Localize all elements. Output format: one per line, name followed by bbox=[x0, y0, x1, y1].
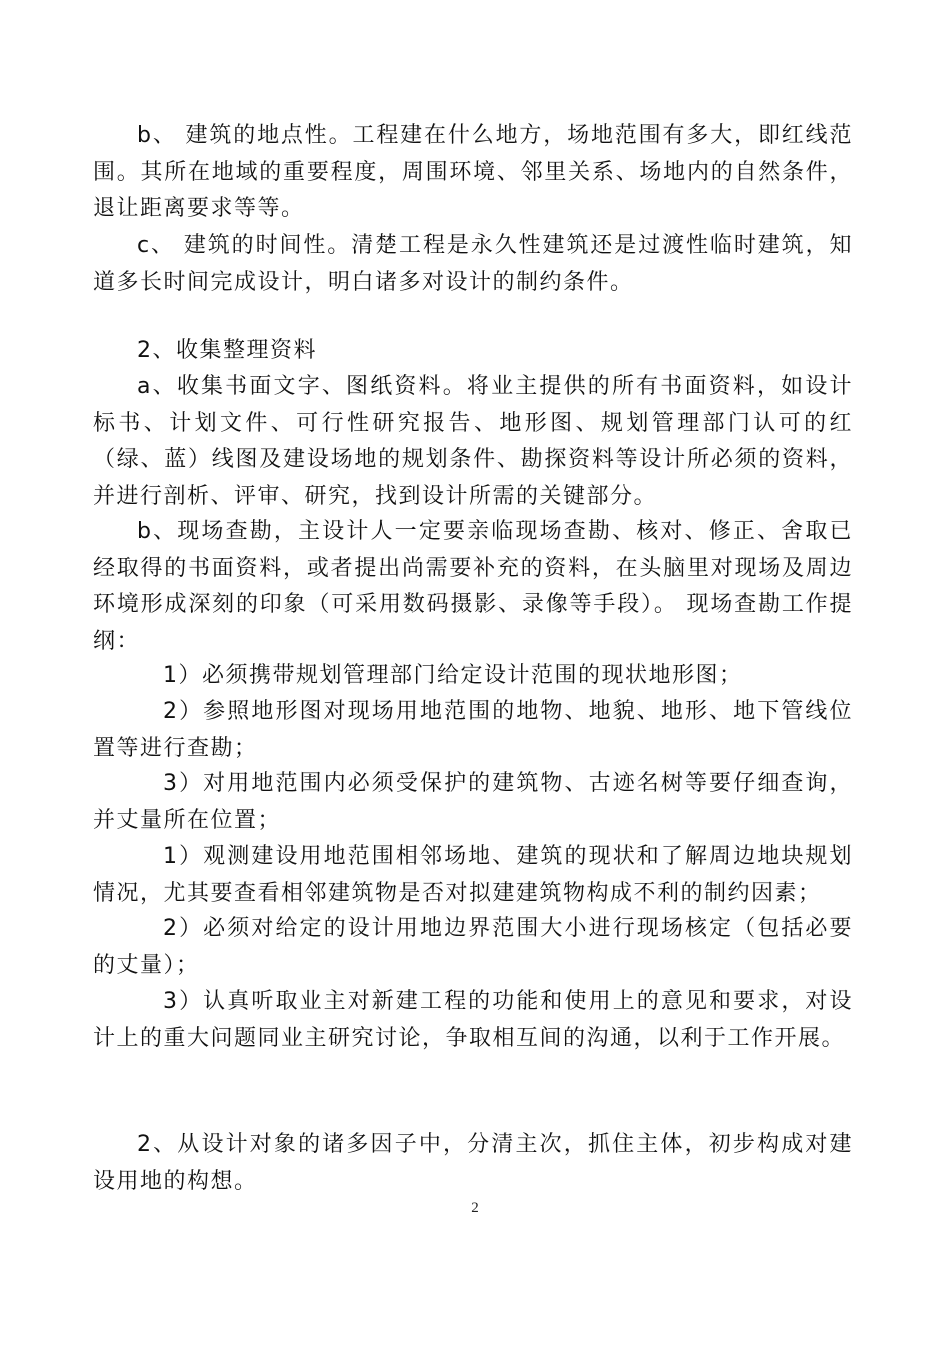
list-item-observe-1: 1）观测建设用地范围相邻场地、建筑的现状和了解周边地块规划情况，尤其要查看相邻建筑物是否对拟建建筑物构成不利的制约因素； bbox=[93, 844, 853, 906]
paragraph-location: b、 建筑的地点性。工程建在什么地方，场地范围有多大，即红线范围。其所在地域的重要程度，周围环境、邻里关系、场地内的自然条件，退让距离要求等等。 bbox=[93, 123, 853, 221]
list-item-observe-3: 3）认真听取业主对新建工程的功能和使用上的意见和要求，对设计上的重大问题同业主研究讨论，争取相互间的沟通，以利于工作开展。 bbox=[93, 989, 853, 1051]
list-item-observe-2: 2）必须对给定的设计用地边界范围大小进行现场核定（包括必要的丈量）； bbox=[93, 916, 853, 978]
page-number: 2 bbox=[471, 1200, 479, 1216]
paragraph-written-materials: a、收集书面文字、图纸资料。将业主提供的所有书面资料，如设计标书、计划文件、可行性研究报告、地形图、规划管理部门认可的红（绿、蓝）线图及建设场地的规划条件、勘探资料等设计所必须的资料，并进行剖析、评审、研究，找到设计所需的关键部分。 bbox=[93, 374, 853, 509]
list-item-survey-1: 1）必须携带规划管理部门给定设计范围的现状地形图； bbox=[163, 663, 743, 688]
section-heading-collect-data: 2、收集整理资料 bbox=[137, 338, 317, 363]
list-item-survey-3: 3）对用地范围内必须受保护的建筑物、古迹名树等要仔细查询，并丈量所在位置； bbox=[93, 771, 853, 833]
list-item-survey-2: 2）参照地形图对现场用地范围的地物、地貌、地形、地下管线位置等进行查勘； bbox=[93, 699, 853, 761]
paragraph-time: c、 建筑的时间性。清楚工程是永久性建筑还是过渡性临时建筑，知道多长时间完成设计，明白诸多对设计的制约条件。 bbox=[93, 233, 853, 295]
paragraph-site-survey: b、现场查勘，主设计人一定要亲临现场查勘、核对、修正、舍取已经取得的书面资料，或者提出尚需要补充的资料，在头脑里对现场及周边环境形成深刻的印象（可采用数码摄影、录像等手段）。 现场查勘工作提纲： bbox=[93, 519, 853, 654]
paragraph-design-concept: 2、从设计对象的诸多因子中，分清主次，抓住主体，初步构成对建设用地的构想。 bbox=[93, 1132, 853, 1194]
